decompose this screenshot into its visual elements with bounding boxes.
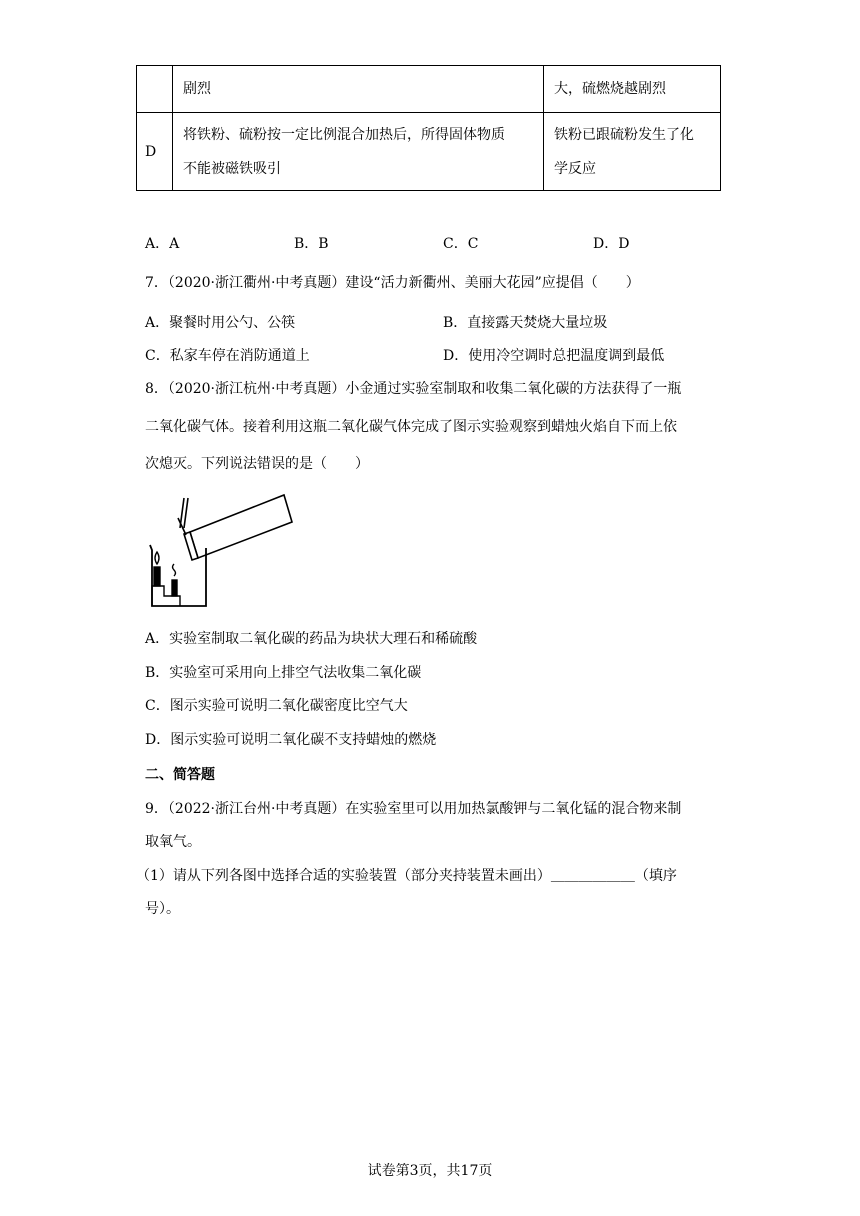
answer-table xyxy=(136,65,721,191)
table-cell-phenomenon: 将铁粉、硫粉按一定比例混合加热后，所得固体物质 不能被磁铁吸引 xyxy=(173,113,544,191)
table-cell-label xyxy=(137,66,173,113)
option-b: B．B xyxy=(294,236,329,252)
table-cell-conclusion: 大，硫燃烧越剧烈 xyxy=(544,66,721,113)
option-a: A．A xyxy=(145,236,180,252)
section-heading: 二、简答题 xyxy=(145,767,215,783)
question-8-line-3: 次熄灭。下列说法错误的是（ ） xyxy=(145,456,369,472)
q8-option-c: C．图示实验可说明二氧化碳密度比空气大 xyxy=(145,698,408,714)
page-footer: 试卷第3页，共17页 xyxy=(367,1163,493,1179)
q7-option-d: D．使用冷空调时总把温度调到最低 xyxy=(443,348,665,364)
table-row xyxy=(137,113,721,191)
candle-beaker-figure xyxy=(146,490,306,610)
option-d: D．D xyxy=(593,236,630,252)
question-9-sub1-line-2: 号）。 xyxy=(145,901,180,917)
table-cell-phenomenon: 剧烈 xyxy=(173,66,544,113)
option-c: C．C xyxy=(443,236,479,252)
question-9-line-2: 取氧气。 xyxy=(145,834,201,850)
question-9-line-1: 9．（2022·浙江台州·中考真题）在实验室里可以用加热氯酸钾与二氧化锰的混合物来制 xyxy=(145,801,682,817)
gas-bottle-icon xyxy=(178,495,292,560)
table-cell-conclusion: 铁粉已跟硫粉发生了化 学反应 xyxy=(544,113,721,191)
q8-option-b: B．实验室可采用向上排空气法收集二氧化碳 xyxy=(145,665,422,681)
q8-option-a: A．实验室制取二氧化碳的药品为块状大理石和稀硫酸 xyxy=(145,631,478,647)
q8-option-d: D．图示实验可说明二氧化碳不支持蜡烛的燃烧 xyxy=(145,732,437,748)
q7-option-a: A．聚餐时用公勺、公筷 xyxy=(145,315,296,331)
q7-option-c: C．私家车停在消防通道上 xyxy=(145,348,310,364)
question-9-sub1-line-1: （1）请从下列各图中选择合适的实验装置（部分夹持装置未画出）＿＿＿＿＿＿（填序 xyxy=(136,868,677,884)
table-row xyxy=(137,66,721,113)
candle-icon xyxy=(152,552,180,606)
question-8-line-2: 二氧化碳气体。接着利用这瓶二氧化碳气体完成了图示实验观察到蜡烛火焰自下而上依 xyxy=(145,419,677,435)
q7-option-b: B．直接露天焚烧大量垃圾 xyxy=(443,315,608,331)
question-7-stem: 7．（2020·浙江衢州·中考真题）建设“活力新衢州、美丽大花园”应提倡（ ） xyxy=(145,275,640,291)
table-cell-label: D xyxy=(137,113,173,191)
question-8-line-1: 8．（2020·浙江杭州·中考真题）小金通过实验室制取和收集二氧化碳的方法获得了一瓶 xyxy=(145,381,682,397)
